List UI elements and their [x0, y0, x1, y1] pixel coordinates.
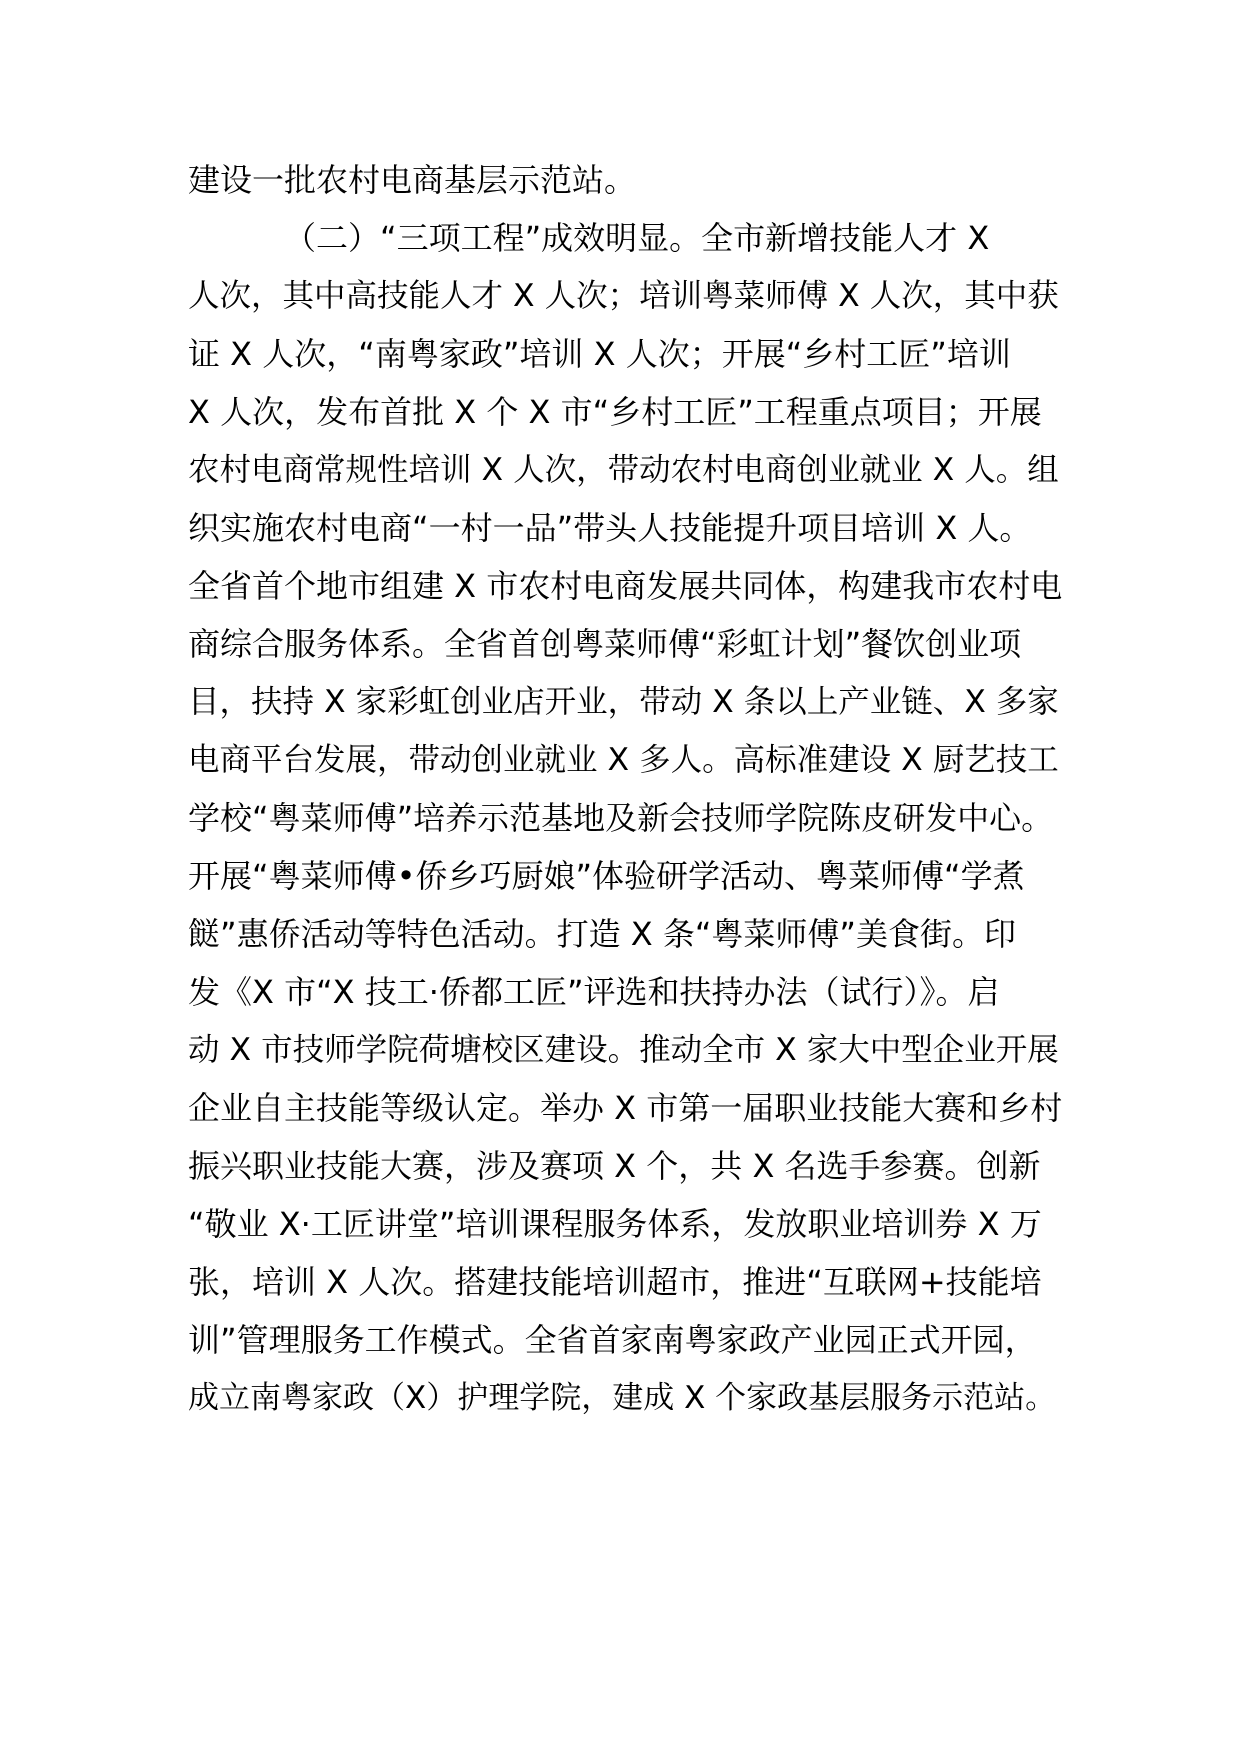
- text-line: 企业自主技能等级认定。举办 X 市第一届职业技能大赛和乡村: [188, 1089, 1063, 1127]
- text-line: 振兴职业技能大赛，涉及赛项 X 个，共 X 名选手参赛。创新: [188, 1147, 1041, 1185]
- text-line: 目，扶持 X 家彩虹创业店开业，带动 X 条以上产业链、X 多家: [188, 684, 1059, 720]
- text-line: 人次，其中高技能人才 X 人次；培训粤菜师傅 X 人次，其中获: [188, 278, 1059, 314]
- text-line: X 人次，发布首批 X 个 X 市“乡村工匠”工程重点项目；开展: [188, 393, 1042, 431]
- text-line: 证 X 人次，“南粤家政”培训 X 人次；开展“乡村工匠”培训: [188, 335, 1011, 373]
- text-line: 商综合服务体系。全省首创粤菜师傅“彩虹计划”餐饮创业项: [188, 625, 1022, 663]
- text-line: 学校“粤菜师傅”培养示范基地及新会技师学院陈皮研发中心。: [188, 799, 1054, 837]
- text-line: 动 X 市技师学院荷塘校区建设。推动全市 X 家大中型企业开展: [188, 1032, 1059, 1068]
- text-line: 训”管理服务工作模式。全省首家南粤家政产业园正式开园，: [188, 1321, 1037, 1359]
- text-line: 全省首个地市组建 X 市农村电商发展共同体，构建我市农村电: [188, 567, 1063, 605]
- text-line: 开展“粤菜师傅•侨乡巧厨娘”体验研学活动、粤菜师傅“学煮: [188, 857, 1025, 895]
- text-line: 织实施农村电商“一村一品”带头人技能提升项目培训 X 人。: [188, 509, 1032, 547]
- section-heading-line: （二）“三项工程”成效明显。全市新增技能人才 X: [284, 219, 990, 257]
- text-line: 农村电商常规性培训 X 人次，带动农村电商创业就业 X 人。组: [188, 452, 1059, 488]
- text-line: 成立南粤家政（X）护理学院，建成 X 个家政基层服务示范站。: [188, 1380, 1057, 1416]
- text-line: “敬业 X·工匠讲堂”培训课程服务体系，发放职业培训券 X 万: [188, 1205, 1042, 1243]
- text-line: 发《X 市“X 技工·侨都工匠”评选和扶持办法（试行）》。启: [188, 973, 1000, 1011]
- text-line: 建设一批农村电商基层示范站。: [188, 161, 637, 199]
- text-line: 电商平台发展，带动创业就业 X 多人。高标准建设 X 厨艺技工: [188, 742, 1059, 778]
- text-line: 餸”惠侨活动等特色活动。打造 X 条“粤菜师傅”美食街。印: [188, 915, 1017, 953]
- text-line: 张，培训 X 人次。搭建技能培训超市，推进“互联网+技能培: [188, 1263, 1042, 1301]
